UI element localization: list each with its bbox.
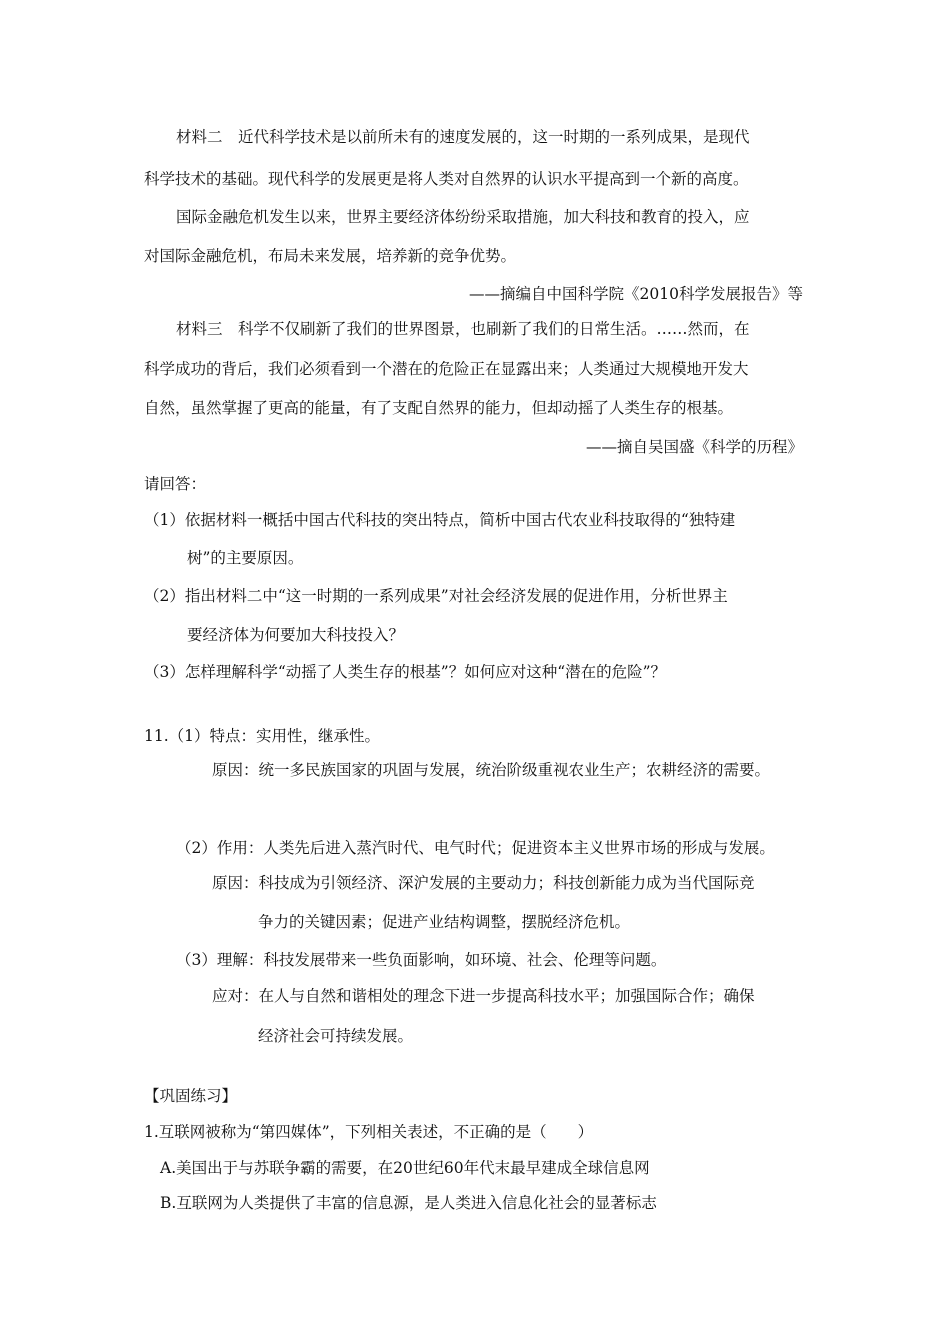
answer3-line1: （3）理解：科技发展带来一些负面影响，如环境、社会、伦理等问题。 xyxy=(176,951,667,969)
practice-option-b: B.互联网为人类提供了丰富的信息源，是人类进入信息化社会的显著标志 xyxy=(160,1194,657,1212)
questions-prompt: 请回答： xyxy=(144,475,207,493)
material3-line1: 材料三 科学不仅刷新了我们的世界图景，也刷新了我们的日常生活。……然而，在 xyxy=(176,320,750,338)
material3-line2: 科学成功的背后，我们必须看到一个潜在的危险正在显露出来；人类通过大规模地开发大 xyxy=(144,360,749,378)
answer1-line1: 11.（1）特点：实用性，继承性。 xyxy=(144,727,381,745)
practice-option-a: A.美国出于与苏联争霸的需要，在20世纪60年代末最早建成全球信息网 xyxy=(160,1159,650,1177)
material2-line2: 科学技术的基础。现代科学的发展更是将人类对自然界的认识水平提高到一个新的高度。 xyxy=(144,170,749,188)
answer1-line2: 原因：统一多民族国家的巩固与发展，统治阶级重视农业生产；农耕经济的需要。 xyxy=(212,761,771,779)
answer2-line2: 原因：科技成为引领经济、深沪发展的主要动力；科技创新能力成为当代国际竞 xyxy=(212,874,755,892)
question2-line2: 要经济体为何要加大科技投入？ xyxy=(187,626,405,644)
practice-question1: 1.互联网被称为“第四媒体”，下列相关表述，不正确的是（ ） xyxy=(144,1123,594,1141)
material3-line3: 自然，虽然掌握了更高的能量，有了支配自然界的能力，但却动摇了人类生存的根基。 xyxy=(144,399,734,417)
material2-source: ——摘编自中国科学院《2010科学发展报告》等 xyxy=(469,285,803,303)
answer2-line1: （2）作用：人类先后进入蒸汽时代、电气时代；促进资本主义世界市场的形成与发展。 xyxy=(176,839,775,857)
practice-heading: 【巩固练习】 xyxy=(144,1087,238,1105)
answer3-line2: 应对：在人与自然和谐相处的理念下进一步提高科技水平；加强国际合作；确保 xyxy=(212,987,755,1005)
question1-line2: 树”的主要原因。 xyxy=(187,549,304,567)
answer2-line3: 争力的关键因素；促进产业结构调整，摆脱经济危机。 xyxy=(258,913,631,931)
material3-source: ——摘自吴国盛《科学的历程》 xyxy=(585,438,803,456)
question2-line1: （2）指出材料二中“这一时期的一系列成果”对社会经济发展的促进作用，分析世界主 xyxy=(144,587,728,605)
material2-line3: 国际金融危机发生以来，世界主要经济体纷纷采取措施，加大科技和教育的投入，应 xyxy=(176,208,750,226)
question3-line1: （3）怎样理解科学“动摇了人类生存的根基”？如何应对这种“潜在的危险”？ xyxy=(144,663,667,681)
answer3-line3: 经济社会可持续发展。 xyxy=(258,1027,414,1045)
material2-line1: 材料二 近代科学技术是以前所未有的速度发展的，这一时期的一系列成果，是现代 xyxy=(176,128,750,146)
question1-line1: （1）依据材料一概括中国古代科技的突出特点，简析中国古代农业科技取得的“独特建 xyxy=(144,511,736,529)
material2-line4: 对国际金融危机，布局未来发展，培养新的竞争优势。 xyxy=(144,247,517,265)
